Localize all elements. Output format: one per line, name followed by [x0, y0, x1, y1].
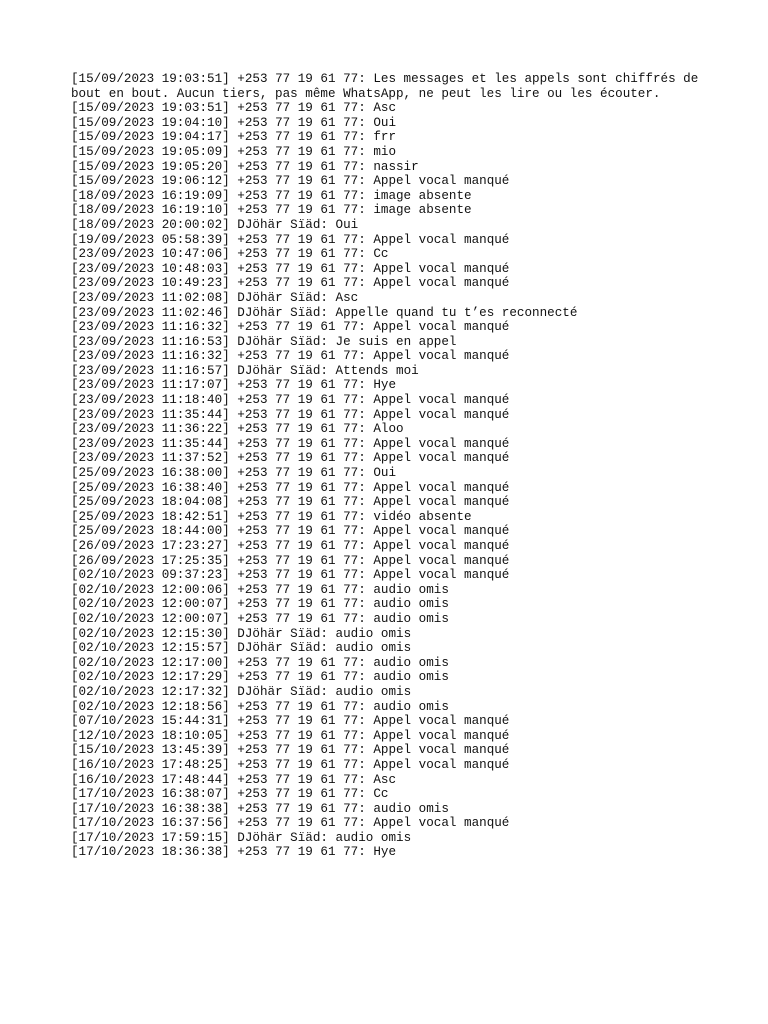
message-text: Aloo — [373, 422, 404, 437]
message-line: [15/09/2023 19:05:20] +253 77 19 61 77: nassir — [71, 159, 419, 174]
message-timestamp: [15/09/2023 19:06:12] — [71, 174, 230, 189]
message-sender: +253 77 19 61 77 — [237, 597, 359, 612]
message-line: [15/09/2023 19:03:51] +253 77 19 61 77: Asc — [71, 101, 397, 116]
message-timestamp: [18/09/2023 20:00:02] — [71, 217, 230, 232]
message-line: [23/09/2023 11:16:53] DJöhär Sïäd: Je suis en appel — [71, 334, 457, 349]
message-text: Appel vocal manqué — [373, 568, 510, 583]
message-line: [26/09/2023 17:23:27] +253 77 19 61 77: Appel vocal manqué — [71, 539, 510, 553]
chat-log — [71, 72, 711, 860]
message-text: mio — [373, 144, 397, 159]
message-line: [12/10/2023 18:10:05] +253 77 19 61 77: Appel vocal manqué — [71, 728, 510, 743]
message-text: Appel vocal manqué — [373, 728, 510, 743]
message-timestamp: [02/10/2023 09:37:23] — [71, 568, 230, 583]
message-timestamp: [25/09/2023 18:44:00] — [71, 524, 230, 539]
message-line: [17/10/2023 16:38:07] +253 77 19 61 77: Cc — [71, 787, 389, 802]
message-timestamp: [23/09/2023 11:35:44] — [71, 407, 230, 422]
message-sender: +253 77 19 61 77 — [237, 451, 359, 466]
message-timestamp: [02/10/2023 12:00:07] — [71, 597, 230, 612]
message-line: [23/09/2023 11:16:32] +253 77 19 61 77: Appel vocal manqué — [71, 349, 510, 364]
message-line: [23/09/2023 11:37:52] +253 77 19 61 77: Appel vocal manqué — [71, 451, 510, 466]
message-timestamp: [23/09/2023 11:37:52] — [71, 451, 230, 466]
message-text: Cc — [373, 787, 389, 802]
message-timestamp: [23/09/2023 11:17:07] — [71, 378, 230, 393]
message-text: Appel vocal manqué — [373, 407, 510, 422]
message-line: [25/09/2023 18:42:51] +253 77 19 61 77: vidéo absente — [71, 509, 472, 524]
message-line: [15/10/2023 13:45:39] +253 77 19 61 77: Appel vocal manqué — [71, 743, 510, 758]
message-sender: +253 77 19 61 77 — [237, 524, 359, 539]
message-text: image absente — [373, 188, 472, 203]
message-line: [25/09/2023 16:38:00] +253 77 19 61 77: Oui — [71, 466, 397, 481]
message-line: [18/09/2023 16:19:09] +253 77 19 61 77: image absente — [71, 188, 472, 203]
message-text: Cc — [373, 247, 389, 262]
message-line: [02/10/2023 09:37:23] +253 77 19 61 77: Appel vocal manqué — [71, 568, 510, 583]
message-timestamp: [07/10/2023 15:44:31] — [71, 714, 230, 729]
message-timestamp: [25/09/2023 16:38:00] — [71, 466, 230, 481]
message-text: Appel vocal manqué — [373, 393, 510, 408]
message-timestamp: [23/09/2023 11:36:22] — [71, 422, 230, 437]
message-text: audio omis — [373, 597, 449, 612]
message-text: audio omis — [373, 611, 449, 626]
message-text: vidéo absente — [373, 509, 472, 524]
message-text: Appel vocal manqué — [373, 816, 510, 831]
message-sender: +253 77 19 61 77 — [237, 509, 359, 524]
message-timestamp: [15/10/2023 13:45:39] — [71, 743, 230, 758]
message-timestamp: [17/10/2023 18:36:38] — [71, 845, 230, 860]
message-timestamp: [02/10/2023 12:15:57] — [71, 641, 230, 656]
message-timestamp: [23/09/2023 10:49:23] — [71, 276, 230, 291]
message-line: [23/09/2023 10:48:03] +253 77 19 61 77: Appel vocal manqué — [71, 261, 510, 276]
message-text: image absente — [373, 203, 472, 218]
message-sender: +253 77 19 61 77 — [237, 714, 359, 729]
message-timestamp: [18/09/2023 16:19:10] — [71, 203, 230, 218]
message-text: Appel vocal manqué — [373, 553, 510, 568]
message-sender: +253 77 19 61 77 — [237, 159, 359, 174]
message-sender: +253 77 19 61 77 — [237, 655, 359, 670]
message-timestamp: [16/10/2023 17:48:44] — [71, 772, 230, 787]
message-sender: +253 77 19 61 77 — [237, 72, 359, 86]
message-text: audio omis — [373, 655, 449, 670]
message-text: audio omis — [335, 626, 412, 641]
message-text: audio omis — [335, 830, 412, 845]
message-sender: +253 77 19 61 77 — [237, 611, 359, 626]
message-text: Attends moi — [335, 363, 419, 378]
message-timestamp: [02/10/2023 12:18:56] — [71, 699, 230, 714]
message-line: [17/10/2023 17:59:15] DJöhär Sïäd: audio omis — [71, 830, 412, 845]
message-timestamp: [23/09/2023 10:47:06] — [71, 247, 230, 262]
message-timestamp: [23/09/2023 11:16:53] — [71, 334, 230, 349]
message-timestamp: [23/09/2023 11:16:32] — [71, 320, 230, 335]
message-text: audio omis — [373, 801, 449, 816]
message-timestamp: [15/09/2023 19:04:17] — [71, 130, 230, 145]
message-line: [17/10/2023 16:38:38] +253 77 19 61 77: audio omis — [71, 801, 449, 816]
message-timestamp: [02/10/2023 12:17:32] — [71, 684, 230, 699]
message-line: [23/09/2023 11:02:46] DJöhär Sïäd: Appelle quand tu t’es reconnecté — [71, 305, 578, 320]
message-sender: +253 77 19 61 77 — [237, 130, 359, 145]
message-sender: +253 77 19 61 77 — [237, 436, 359, 451]
message-line: [07/10/2023 15:44:31] +253 77 19 61 77: Appel vocal manqué — [71, 714, 510, 729]
message-timestamp: [23/09/2023 10:48:03] — [71, 261, 230, 276]
message-timestamp: [25/09/2023 18:42:51] — [71, 509, 230, 524]
message-text: audio omis — [373, 699, 449, 714]
message-sender: +253 77 19 61 77 — [237, 144, 359, 159]
message-timestamp: [23/09/2023 11:18:40] — [71, 393, 230, 408]
message-timestamp: [19/09/2023 05:58:39] — [71, 232, 230, 247]
message-sender: DJöhär Sïäd — [237, 684, 321, 699]
message-timestamp: [02/10/2023 12:00:07] — [71, 611, 230, 626]
message-sender: DJöhär Sïäd — [237, 830, 321, 845]
message-sender: +253 77 19 61 77 — [237, 670, 359, 685]
message-sender: +253 77 19 61 77 — [237, 188, 359, 203]
message-sender: +253 77 19 61 77 — [237, 393, 359, 408]
message-text: audio omis — [373, 670, 449, 685]
message-line: [23/09/2023 11:35:44] +253 77 19 61 77: Appel vocal manqué — [71, 436, 510, 451]
message-text: Hye — [373, 378, 397, 393]
message-line: [23/09/2023 11:18:40] +253 77 19 61 77: Appel vocal manqué — [71, 393, 510, 408]
message-text: audio omis — [335, 684, 412, 699]
message-timestamp: [26/09/2023 17:25:35] — [71, 553, 230, 568]
message-text: Appel vocal manqué — [373, 451, 510, 466]
message-sender: +253 77 19 61 77 — [237, 378, 359, 393]
message-timestamp: [15/09/2023 19:03:51] — [71, 101, 230, 116]
message-line: [02/10/2023 12:17:29] +253 77 19 61 77: audio omis — [71, 670, 449, 685]
message-timestamp: [25/09/2023 18:04:08] — [71, 495, 230, 510]
message-line: [15/09/2023 19:06:12] +253 77 19 61 77: Appel vocal manqué — [71, 174, 510, 189]
message-sender: +253 77 19 61 77 — [237, 407, 359, 422]
message-line: [23/09/2023 11:02:08] DJöhär Sïäd: Asc — [71, 290, 359, 305]
message-text: Appelle quand tu t’es reconnecté — [335, 305, 578, 320]
message-text: Appel vocal manqué — [373, 276, 510, 291]
message-timestamp: [23/09/2023 11:16:32] — [71, 349, 230, 364]
message-sender: +253 77 19 61 77 — [237, 743, 359, 758]
message-sender: DJöhär Sïäd — [237, 290, 321, 305]
message-sender: +253 77 19 61 77 — [237, 115, 359, 130]
message-text: Asc — [373, 772, 397, 787]
message-text: audio omis — [373, 582, 449, 597]
message-sender: +253 77 19 61 77 — [237, 480, 359, 495]
message-timestamp: [02/10/2023 12:17:00] — [71, 655, 230, 670]
message-sender: +253 77 19 61 77 — [237, 320, 359, 335]
message-text: Appel vocal manqué — [373, 757, 510, 772]
message-text: Asc — [335, 290, 359, 305]
message-line: [25/09/2023 18:04:08] +253 77 19 61 77: Appel vocal manqué — [71, 495, 510, 510]
message-sender: +253 77 19 61 77 — [237, 349, 359, 364]
message-sender: +253 77 19 61 77 — [237, 787, 359, 802]
message-text: Asc — [373, 101, 397, 116]
message-text: Appel vocal manqué — [373, 743, 510, 758]
message-sender: +253 77 19 61 77 — [237, 101, 359, 116]
message-text: Appel vocal manqué — [373, 436, 510, 451]
message-line: [16/10/2023 17:48:44] +253 77 19 61 77: Asc — [71, 772, 397, 787]
message-sender: +253 77 19 61 77 — [237, 553, 359, 568]
message-timestamp: [23/09/2023 11:35:44] — [71, 436, 230, 451]
message-text: Hye — [373, 845, 397, 860]
message-timestamp: [02/10/2023 12:15:30] — [71, 626, 230, 641]
message-text: audio omis — [335, 641, 412, 656]
message-sender: +253 77 19 61 77 — [237, 203, 359, 218]
message-sender: +253 77 19 61 77 — [237, 276, 359, 291]
message-timestamp: [26/09/2023 17:23:27] — [71, 539, 230, 553]
message-line: [02/10/2023 12:17:32] DJöhär Sïäd: audio omis — [71, 684, 412, 699]
message-line: [02/10/2023 12:15:30] DJöhär Sïäd: audio omis — [71, 626, 412, 641]
message-line: [19/09/2023 05:58:39] +253 77 19 61 77: Appel vocal manqué — [71, 232, 510, 247]
message-line: [02/10/2023 12:00:07] +253 77 19 61 77: audio omis — [71, 597, 449, 612]
message-sender: +253 77 19 61 77 — [237, 816, 359, 831]
message-timestamp: [16/10/2023 17:48:25] — [71, 757, 230, 772]
message-text: Les messages et les appels sont chiffrés de bout en bout. Aucun tiers, pas même WhatsApp, ne peut les lire ou les écouter. — [71, 72, 706, 101]
message-line: [23/09/2023 11:16:32] +253 77 19 61 77: Appel vocal manqué — [71, 320, 510, 335]
message-line: [02/10/2023 12:18:56] +253 77 19 61 77: audio omis — [71, 699, 449, 714]
message-sender: +253 77 19 61 77 — [237, 699, 359, 714]
message-timestamp: [17/10/2023 16:37:56] — [71, 816, 230, 831]
message-text: Appel vocal manqué — [373, 495, 510, 510]
message-sender: DJöhär Sïäd — [237, 334, 321, 349]
message-line: [15/09/2023 19:04:17] +253 77 19 61 77: frr — [71, 130, 397, 145]
message-text: Je suis en appel — [335, 334, 457, 349]
message-timestamp: [17/10/2023 17:59:15] — [71, 830, 230, 845]
message-sender: +253 77 19 61 77 — [237, 568, 359, 583]
message-line: [02/10/2023 12:00:06] +253 77 19 61 77: audio omis — [71, 582, 449, 597]
message-text: Appel vocal manqué — [373, 349, 510, 364]
message-line: [23/09/2023 10:49:23] +253 77 19 61 77: Appel vocal manqué — [71, 276, 510, 291]
message-sender: +253 77 19 61 77 — [237, 539, 359, 553]
message-text: Oui — [335, 217, 359, 232]
message-sender: DJöhär Sïäd — [237, 363, 321, 378]
message-sender: +253 77 19 61 77 — [237, 801, 359, 816]
message-line: [18/09/2023 16:19:10] +253 77 19 61 77: image absente — [71, 203, 472, 218]
message-text: Appel vocal manqué — [373, 524, 510, 539]
message-sender: +253 77 19 61 77 — [237, 174, 359, 189]
message-text: Oui — [373, 466, 397, 481]
message-line: [26/09/2023 17:25:35] +253 77 19 61 77: Appel vocal manqué — [71, 553, 510, 568]
message-text: Appel vocal manqué — [373, 261, 510, 276]
message-line: [15/09/2023 19:04:10] +253 77 19 61 77: Oui — [71, 115, 397, 130]
message-line: [23/09/2023 11:36:22] +253 77 19 61 77: Aloo — [71, 422, 404, 437]
message-line: [23/09/2023 11:17:07] +253 77 19 61 77: Hye — [71, 378, 397, 393]
message-line: [23/09/2023 11:35:44] +253 77 19 61 77: Appel vocal manqué — [71, 407, 510, 422]
message-sender: +253 77 19 61 77 — [237, 247, 359, 262]
message-sender: +253 77 19 61 77 — [237, 422, 359, 437]
message-line: [18/09/2023 20:00:02] DJöhär Sïäd: Oui — [71, 217, 359, 232]
message-timestamp: [17/10/2023 16:38:38] — [71, 801, 230, 816]
message-sender: DJöhär Sïäd — [237, 641, 321, 656]
message-line: [25/09/2023 18:44:00] +253 77 19 61 77: Appel vocal manqué — [71, 524, 510, 539]
message-line: [15/09/2023 19:03:51] +253 77 19 61 77: Les messages et les appels sont chiffrés de bout en bout. Aucun tiers, pas même WhatsApp, ne peut les lire ou les écouter. — [71, 72, 706, 101]
message-sender: +253 77 19 61 77 — [237, 495, 359, 510]
message-timestamp: [23/09/2023 11:02:08] — [71, 290, 230, 305]
message-line: [25/09/2023 16:38:40] +253 77 19 61 77: Appel vocal manqué — [71, 480, 510, 495]
message-line: [15/09/2023 19:05:09] +253 77 19 61 77: mio — [71, 144, 397, 159]
message-text: Appel vocal manqué — [373, 539, 510, 553]
message-timestamp: [17/10/2023 16:38:07] — [71, 787, 230, 802]
message-text: frr — [373, 130, 397, 145]
message-line: [23/09/2023 10:47:06] +253 77 19 61 77: Cc — [71, 247, 389, 262]
message-timestamp: [15/09/2023 19:05:20] — [71, 159, 230, 174]
message-sender: +253 77 19 61 77 — [237, 728, 359, 743]
message-sender: +253 77 19 61 77 — [237, 261, 359, 276]
message-timestamp: [25/09/2023 16:38:40] — [71, 480, 230, 495]
message-timestamp: [23/09/2023 11:02:46] — [71, 305, 230, 320]
message-timestamp: [15/09/2023 19:03:51] — [71, 72, 230, 86]
message-line: [02/10/2023 12:17:00] +253 77 19 61 77: audio omis — [71, 655, 449, 670]
message-text: Appel vocal manqué — [373, 714, 510, 729]
message-sender: DJöhär Sïäd — [237, 626, 321, 641]
message-text: nassir — [373, 159, 419, 174]
message-timestamp: [02/10/2023 12:00:06] — [71, 582, 230, 597]
message-text: Appel vocal manqué — [373, 480, 510, 495]
message-text: Appel vocal manqué — [373, 320, 510, 335]
message-text: Appel vocal manqué — [373, 232, 510, 247]
message-timestamp: [15/09/2023 19:04:10] — [71, 115, 230, 130]
message-line: [17/10/2023 16:37:56] +253 77 19 61 77: Appel vocal manqué — [71, 816, 510, 831]
message-sender: +253 77 19 61 77 — [237, 582, 359, 597]
message-sender: +253 77 19 61 77 — [237, 772, 359, 787]
message-line: [02/10/2023 12:00:07] +253 77 19 61 77: audio omis — [71, 611, 449, 626]
message-timestamp: [18/09/2023 16:19:09] — [71, 188, 230, 203]
message-line: [17/10/2023 18:36:38] +253 77 19 61 77: Hye — [71, 845, 397, 860]
message-sender: +253 77 19 61 77 — [237, 845, 359, 860]
message-sender: DJöhär Sïäd — [237, 305, 321, 320]
message-line: [16/10/2023 17:48:25] +253 77 19 61 77: Appel vocal manqué — [71, 757, 510, 772]
message-timestamp: [12/10/2023 18:10:05] — [71, 728, 230, 743]
message-timestamp: [23/09/2023 11:16:57] — [71, 363, 230, 378]
message-sender: DJöhär Sïäd — [237, 217, 321, 232]
message-sender: +253 77 19 61 77 — [237, 232, 359, 247]
message-timestamp: [02/10/2023 12:17:29] — [71, 670, 230, 685]
message-line: [23/09/2023 11:16:57] DJöhär Sïäd: Attends moi — [71, 363, 419, 378]
message-text: Oui — [373, 115, 397, 130]
message-sender: +253 77 19 61 77 — [237, 757, 359, 772]
message-timestamp: [15/09/2023 19:05:09] — [71, 144, 230, 159]
message-sender: +253 77 19 61 77 — [237, 466, 359, 481]
message-text: Appel vocal manqué — [373, 174, 510, 189]
message-line: [02/10/2023 12:15:57] DJöhär Sïäd: audio omis — [71, 641, 412, 656]
